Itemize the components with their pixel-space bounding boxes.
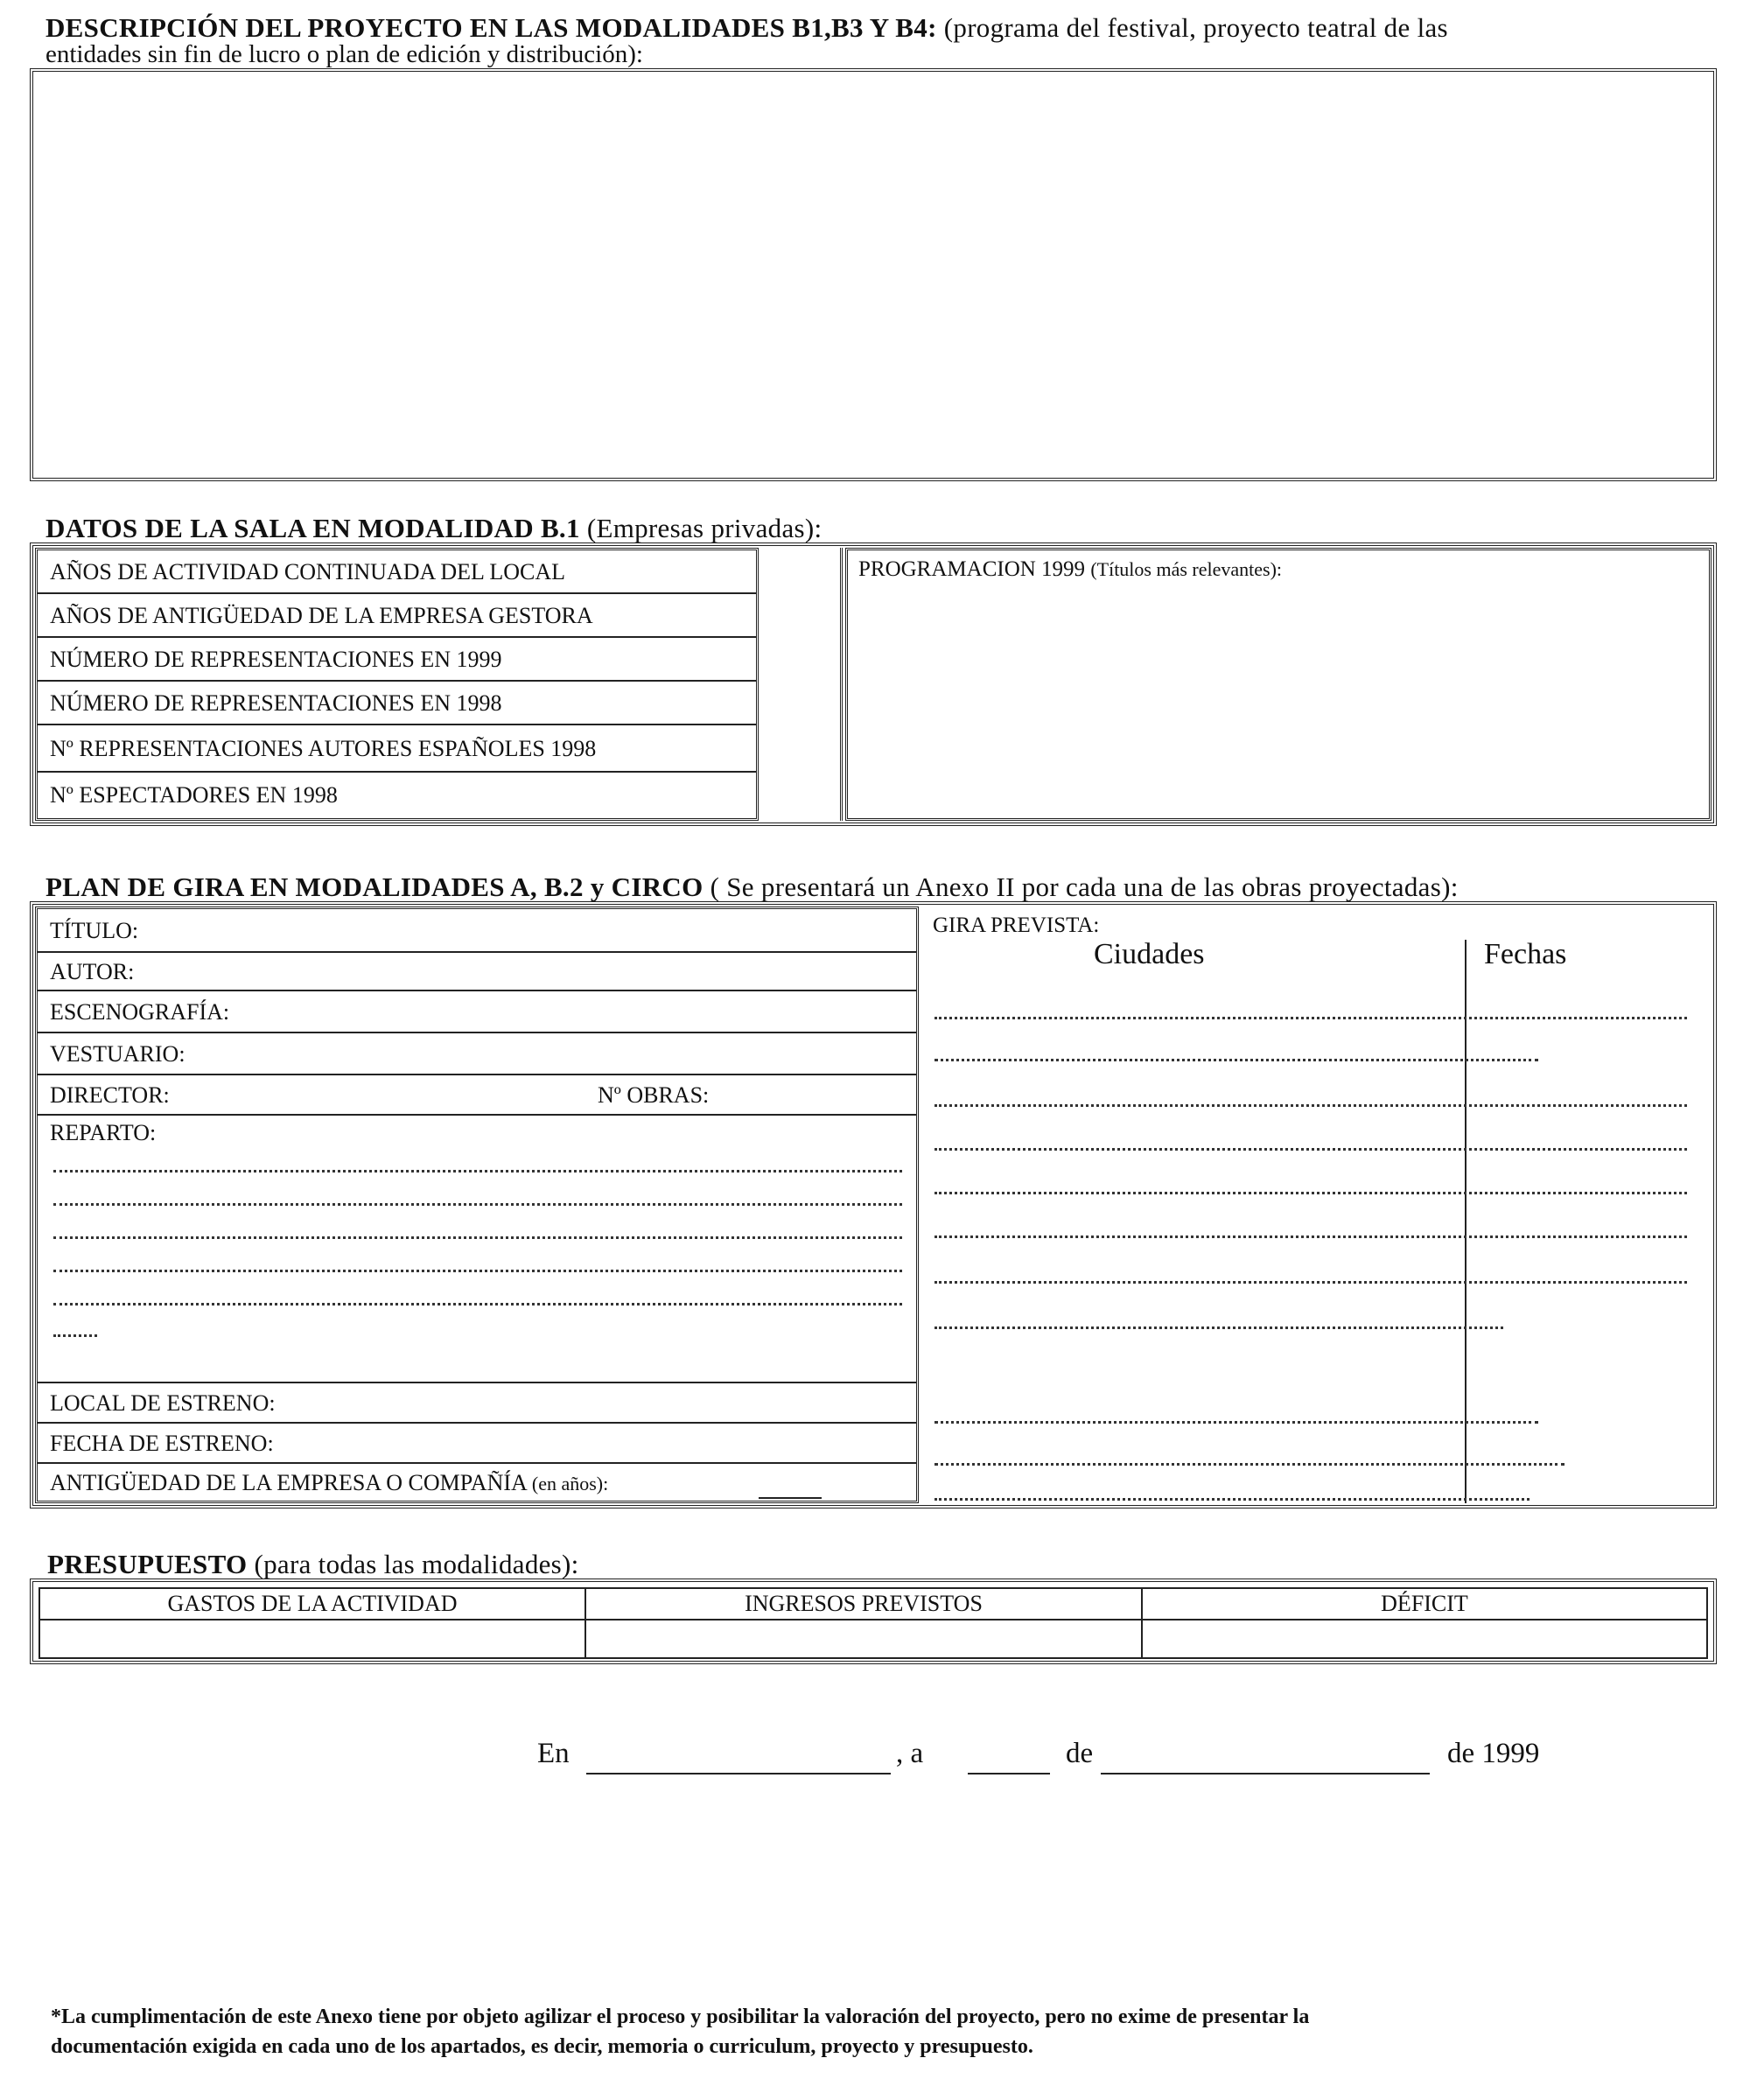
col-deficit: DÉFICIT	[1381, 1591, 1468, 1616]
gira-line-11[interactable]	[934, 1498, 1530, 1501]
sala-title	[46, 513, 822, 544]
sala-row-autores: Nº REPRESENTACIONES AUTORES ESPAÑOLES 1998	[38, 725, 756, 773]
reparto-line-1[interactable]	[53, 1170, 902, 1172]
footnote-line-2: documentación exigida en cada uno de los apartados, es decir, memoria o curriculum, proyecto y presupuesto.	[51, 2035, 1033, 2058]
col-gastos: GASTOS DE LA ACTIVIDAD	[167, 1591, 458, 1616]
presupuesto-title	[47, 1549, 579, 1580]
gastos-input[interactable]	[40, 1620, 583, 1657]
field-vestuario[interactable]: VESTUARIO:	[38, 1033, 916, 1075]
gira-line-10[interactable]	[934, 1463, 1564, 1466]
footnote-line-1: *La cumplimentación de este Anexo tiene por objeto agilizar el proceso y posibilitar la valoración del proyecto, pero no exime de presentar la	[51, 2006, 1310, 2028]
programacion-box[interactable]	[845, 548, 1712, 821]
presupuesto-title-note: (para todas las modalidades):	[254, 1549, 579, 1579]
gira-line-6[interactable]	[934, 1236, 1687, 1238]
sala-rows-block	[35, 548, 759, 821]
gira-fields-block	[35, 906, 919, 1503]
sala-table	[30, 542, 1717, 826]
firma-de: de	[1066, 1738, 1094, 1769]
deficit-input[interactable]	[1143, 1620, 1706, 1657]
field-escenografia[interactable]: ESCENOGRAFÍA:	[38, 991, 916, 1033]
descripcion-textarea[interactable]	[30, 68, 1717, 481]
field-director: DIRECTOR:	[50, 1082, 170, 1108]
sala-row-actividad: AÑOS DE ACTIVIDAD CONTINUADA DEL LOCAL	[38, 550, 756, 594]
field-n-obras: Nº OBRAS:	[598, 1082, 710, 1108]
firma-a: , a	[896, 1738, 924, 1769]
field-autor[interactable]: AUTOR:	[38, 953, 916, 991]
sala-title-bold: DATOS DE LA SALA EN MODALIDAD B.1	[46, 513, 580, 543]
reparto-line-2[interactable]	[53, 1203, 902, 1206]
ingresos-input[interactable]	[586, 1620, 1139, 1657]
gira-line-4[interactable]	[934, 1148, 1687, 1151]
descripcion-subtitle: entidades sin fin de lucro o plan de edición y distribución):	[46, 40, 643, 68]
descripcion-title-bold: DESCRIPCIÓN DEL PROYECTO EN LAS MODALIDADES B1,B3 Y B4:	[46, 12, 937, 43]
firma-dia-field[interactable]	[968, 1773, 1050, 1774]
programacion-label-text: PROGRAMACION 1999	[858, 557, 1086, 581]
firma-en: En	[537, 1738, 570, 1769]
sala-row-repr-1998: NÚMERO DE REPRESENTACIONES EN 1998	[38, 682, 756, 725]
field-fecha-estreno[interactable]: FECHA DE ESTRENO:	[38, 1424, 916, 1464]
sala-title-note: (Empresas privadas):	[586, 513, 822, 543]
antiguedad-blank[interactable]	[759, 1497, 822, 1499]
sala-values-column[interactable]	[759, 548, 843, 821]
firma-mes-field[interactable]	[1101, 1773, 1430, 1774]
presupuesto-inner	[38, 1587, 1708, 1659]
gira-title-note: ( Se presentará un Anexo II por cada una de las obras proyectadas):	[710, 872, 1459, 902]
sala-row-repr-1999: NÚMERO DE REPRESENTACIONES EN 1999	[38, 638, 756, 682]
firma-lugar-field[interactable]	[586, 1773, 891, 1774]
descripcion-title	[46, 12, 1448, 44]
field-reparto: REPARTO:	[50, 1120, 157, 1145]
gira-line-2[interactable]	[934, 1059, 1538, 1061]
field-local-estreno[interactable]: LOCAL DE ESTRENO:	[38, 1383, 916, 1424]
gira-title-bold: PLAN DE GIRA EN MODALIDADES A, B.2 y CIRCO	[46, 872, 704, 902]
gira-column-divider	[1465, 940, 1466, 1503]
field-antiguedad: ANTIGÜEDAD DE LA EMPRESA O COMPAÑÍA	[50, 1470, 527, 1495]
descripcion-title-note: (programa del festival, proyecto teatral de las	[943, 12, 1448, 43]
gira-line-1[interactable]	[934, 1017, 1687, 1019]
fechas-header: Fechas	[1484, 938, 1567, 970]
presupuesto-title-bold: PRESUPUESTO	[47, 1549, 248, 1579]
sala-row-espectadores: Nº ESPECTADORES EN 1998	[50, 782, 338, 808]
sala-row-antiguedad: AÑOS DE ANTIGÜEDAD DE LA EMPRESA GESTORA	[38, 594, 756, 638]
gira-line-7[interactable]	[934, 1281, 1687, 1284]
field-director-row[interactable]	[38, 1075, 916, 1116]
field-antiguedad-note: (en años):	[531, 1473, 609, 1494]
col-ingresos: INGRESOS PREVISTOS	[745, 1591, 983, 1616]
firma-line	[0, 1732, 1750, 1785]
footnote	[51, 2002, 1713, 2062]
programacion-note: (Títulos más relevantes):	[1090, 558, 1283, 580]
gira-line-8[interactable]	[934, 1326, 1503, 1329]
gira-line-3[interactable]	[934, 1104, 1687, 1107]
gira-prevista-label: GIRA PREVISTA:	[933, 914, 1100, 937]
ciudades-header: Ciudades	[1094, 938, 1205, 970]
reparto-line-3[interactable]	[53, 1236, 902, 1239]
gira-title	[46, 872, 1459, 903]
gira-line-5[interactable]	[934, 1192, 1687, 1194]
firma-year: de 1999	[1447, 1738, 1540, 1769]
field-titulo[interactable]: TÍTULO:	[38, 909, 916, 953]
gira-line-9[interactable]	[934, 1421, 1538, 1424]
programacion-label	[858, 557, 1282, 582]
reparto-line-5[interactable]	[53, 1303, 902, 1306]
reparto-line-4[interactable]	[53, 1270, 902, 1272]
gira-prevista-block	[919, 906, 1712, 1503]
reparto-line-6[interactable]	[53, 1334, 97, 1337]
presupuesto-table	[30, 1578, 1717, 1664]
gira-table	[30, 901, 1717, 1508]
